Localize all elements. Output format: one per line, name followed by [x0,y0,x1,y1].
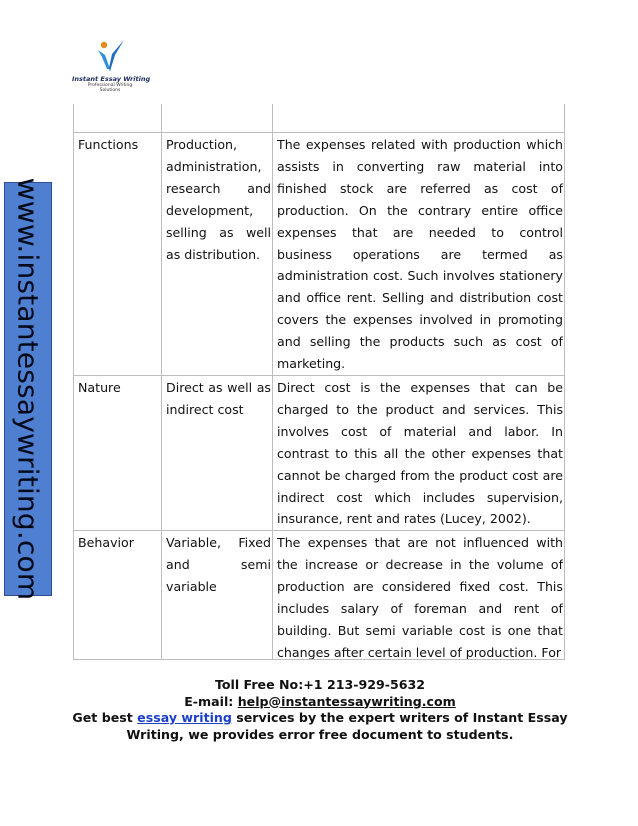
email-label: E-mail: [184,693,238,709]
table-cell-description [273,133,565,376]
table-cell-label [74,133,162,376]
table-cell-label [74,375,162,530]
table-cell-empty [162,104,273,133]
row-label: Functions [78,137,139,152]
table-cell-basis [162,375,273,530]
row-description: The expenses that are not influenced with the increase or decrease in the volume of production are considered fixed cost. This includes salary of foreman and rent of building. But semi variable cost is one that changes after certain level of production. For [277,535,563,660]
row-basis: Direct as well as indirect cost [166,379,271,417]
table-row-nature [74,375,565,530]
table-cell-empty [273,104,565,133]
row-label: Nature [78,379,121,395]
pen-nib-logo-icon [90,38,130,74]
logo-title: Instant Essay Writing [72,75,151,83]
table-row-functions [74,133,565,376]
row-description: The expenses related with production which assists in converting raw material into finished stock are referred as cost of production. On the contrary entire office expenses that are needed to control business operations are termed as administration cost. Such involves stationery and office rent. Selling and distribution cost covers the expenses involved in promoting and selling the products such as cost of marketing. [277,137,563,372]
table-row-behavior [74,531,565,660]
table-cell-description [273,531,565,660]
page-footer [60,677,580,743]
email-line [60,694,580,711]
email-link[interactable]: help@instantessaywriting.com [237,693,456,709]
table-row-top-spacer [74,104,565,133]
row-label: Behavior [78,535,134,551]
company-logo [72,38,151,93]
table-cell-label [74,531,162,660]
table-cell-basis [162,531,273,660]
promo-text-pre: Get best [72,710,138,725]
table-cell-empty [74,104,162,133]
row-basis: Production, administration, research and development, selling as well as distribution. [166,137,271,262]
website-side-banner [4,177,52,601]
promo-line [60,710,580,743]
table-cell-description [273,375,565,530]
logo-subtitle-line1: Professional Writing [87,83,133,88]
logo-subtitle-line2: Solutions [99,88,121,93]
row-description: Direct cost is the expenses that can be charged to the product and services. This involves cost of material and labor. In contrast to this all the other expenses that cannot be charged from the product cost are indirect cost which includes supervision, insurance, rent and rates (Lucey, 2002). [277,379,563,527]
promo-text-post: services by the expert writers of Instant Essay Writing, we provides error free document to students. [126,710,568,742]
essay-writing-link[interactable]: essay writing [137,710,232,725]
cost-classification-table [73,104,565,660]
website-url-text: www.instantessaywriting.com [11,177,45,601]
row-basis: Variable, Fixed and semi variable [166,535,271,595]
toll-free-number: Toll Free No:+1 213-929-5632 [214,677,426,692]
table-cell-basis [162,133,273,376]
